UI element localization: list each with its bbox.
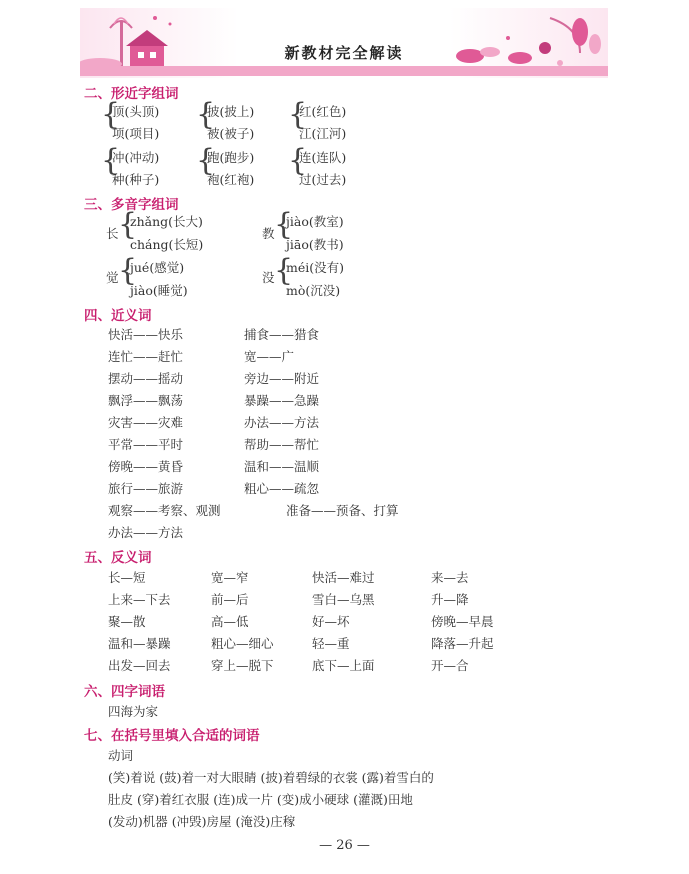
polyphone-char: 长 (106, 226, 119, 241)
polyphone-reading: jiào(教室) (286, 214, 344, 229)
polyphone-reading: jué(感觉) (130, 260, 185, 275)
synonym-pair: 办法——方法 (244, 415, 320, 430)
synonym-pair: 旁边——附近 (244, 371, 320, 386)
page-number: — 26 — (319, 838, 370, 853)
fill-line: (笑)着说 (鼓)着一对大眼睛 (披)着碧绿的衣裳 (露)着雪白的 (108, 770, 434, 785)
antonym-pair: 来—去 (431, 570, 469, 585)
header-title: 新教材完全解读 (284, 44, 404, 62)
word-item: 披(披上) (207, 104, 255, 119)
category-label: 动词 (108, 748, 134, 763)
word-item: 袍(红袍) (207, 172, 255, 187)
antonym-pair: 前—后 (211, 592, 249, 607)
brace: { (118, 253, 138, 288)
antonym-pair: 穿上—脱下 (211, 658, 274, 673)
brace: { (274, 207, 294, 242)
synonym-pair: 宽——广 (244, 349, 295, 364)
synonym-pair: 办法——方法 (108, 525, 184, 540)
antonym-pair: 宽—窄 (211, 570, 249, 585)
antonym-pair: 温和—暴躁 (108, 636, 171, 651)
synonym-pair: 灾害——灾难 (108, 415, 184, 430)
antonym-pair: 升—降 (431, 592, 469, 607)
word-item: 江(江河) (299, 126, 347, 141)
polyphone-char: 教 (262, 226, 275, 241)
polyphone-reading: jiào(睡觉) (130, 283, 188, 298)
antonym-pair: 好—坏 (312, 614, 350, 629)
page-header (80, 8, 608, 78)
brace: { (101, 97, 121, 132)
section-title-2: 二、形近字组词 (84, 86, 179, 102)
synonym-pair: 暴躁——急躁 (244, 393, 320, 408)
word-item: 过(过去) (299, 172, 347, 187)
antonym-pair: 傍晚—早晨 (431, 614, 494, 629)
synonym-pair: 准备——预备、打算 (286, 503, 399, 518)
synonym-pair: 帮助——帮忙 (244, 437, 320, 452)
antonym-pair: 聚—散 (108, 614, 146, 629)
section-title-5: 五、反义词 (84, 550, 152, 566)
antonym-pair: 轻—重 (312, 636, 350, 651)
word-item: 被(被子) (207, 126, 255, 141)
brace: { (274, 253, 294, 288)
word-item: 项(项目) (112, 126, 160, 141)
synonym-pair: 平常——平时 (108, 437, 184, 452)
header-band (80, 66, 608, 76)
section-title-3: 三、多音字组词 (84, 197, 179, 213)
synonym-pair: 观察——考察、观测 (108, 503, 221, 518)
antonym-pair: 降落—升起 (431, 636, 494, 651)
fill-line: 肚皮 (穿)着红衣服 (连)成一片 (变)成小硬球 (灌溉)田地 (108, 792, 413, 807)
polyphone-char: 没 (262, 270, 275, 285)
synonym-pair: 温和——温顺 (244, 459, 320, 474)
synonym-pair: 捕食——猎食 (244, 327, 320, 342)
fill-line: (发动)机器 (冲毁)房屋 (淹没)庄稼 (108, 814, 296, 829)
polyphone-reading: zhǎng(长大) (130, 214, 203, 229)
word-item: 种(种子) (112, 172, 160, 187)
antonym-pair: 长—短 (108, 570, 146, 585)
word-item: 红(红色) (299, 104, 347, 119)
synonym-pair: 傍晚——黄昏 (108, 459, 184, 474)
synonym-pair: 连忙——赶忙 (108, 349, 184, 364)
synonym-pair: 旅行——旅游 (108, 481, 184, 496)
polyphone-char: 觉 (106, 270, 119, 285)
brace: { (196, 97, 216, 132)
word-item: 连(连队) (299, 150, 347, 165)
antonym-pair: 高—低 (211, 614, 249, 629)
brace: { (288, 143, 308, 178)
section-title-7: 七、在括号里填入合适的词语 (84, 728, 260, 744)
brace: { (288, 97, 308, 132)
brace: { (118, 207, 138, 242)
section-title-4: 四、近义词 (84, 308, 152, 324)
section-title-6: 六、四字词语 (84, 684, 165, 700)
antonym-pair: 快活—难过 (312, 570, 375, 585)
polyphone-reading: jiāo(教书) (286, 237, 344, 252)
word-item: 跑(跑步) (207, 150, 255, 165)
brace: { (196, 143, 216, 178)
antonym-pair: 出发—回去 (108, 658, 171, 673)
synonym-pair: 摆动——摇动 (108, 371, 184, 386)
polyphone-reading: méi(没有) (286, 260, 345, 275)
polyphone-reading: mò(沉没) (286, 283, 341, 298)
word-item: 冲(冲动) (112, 150, 160, 165)
synonym-pair: 粗心——疏忽 (244, 481, 320, 496)
antonym-pair: 粗心—细心 (211, 636, 274, 651)
antonym-pair: 底下—上面 (312, 658, 375, 673)
antonym-pair: 上来—下去 (108, 592, 171, 607)
word-item: 顶(头顶) (112, 104, 160, 119)
polyphone-reading: cháng(长短) (130, 237, 204, 252)
antonym-pair: 雪白—乌黑 (312, 592, 375, 607)
idiom-text: 四海为家 (108, 704, 159, 719)
synonym-pair: 飘浮——飘荡 (108, 393, 184, 408)
synonym-pair: 快活——快乐 (108, 327, 184, 342)
brace: { (101, 143, 121, 178)
antonym-pair: 开—合 (431, 658, 469, 673)
